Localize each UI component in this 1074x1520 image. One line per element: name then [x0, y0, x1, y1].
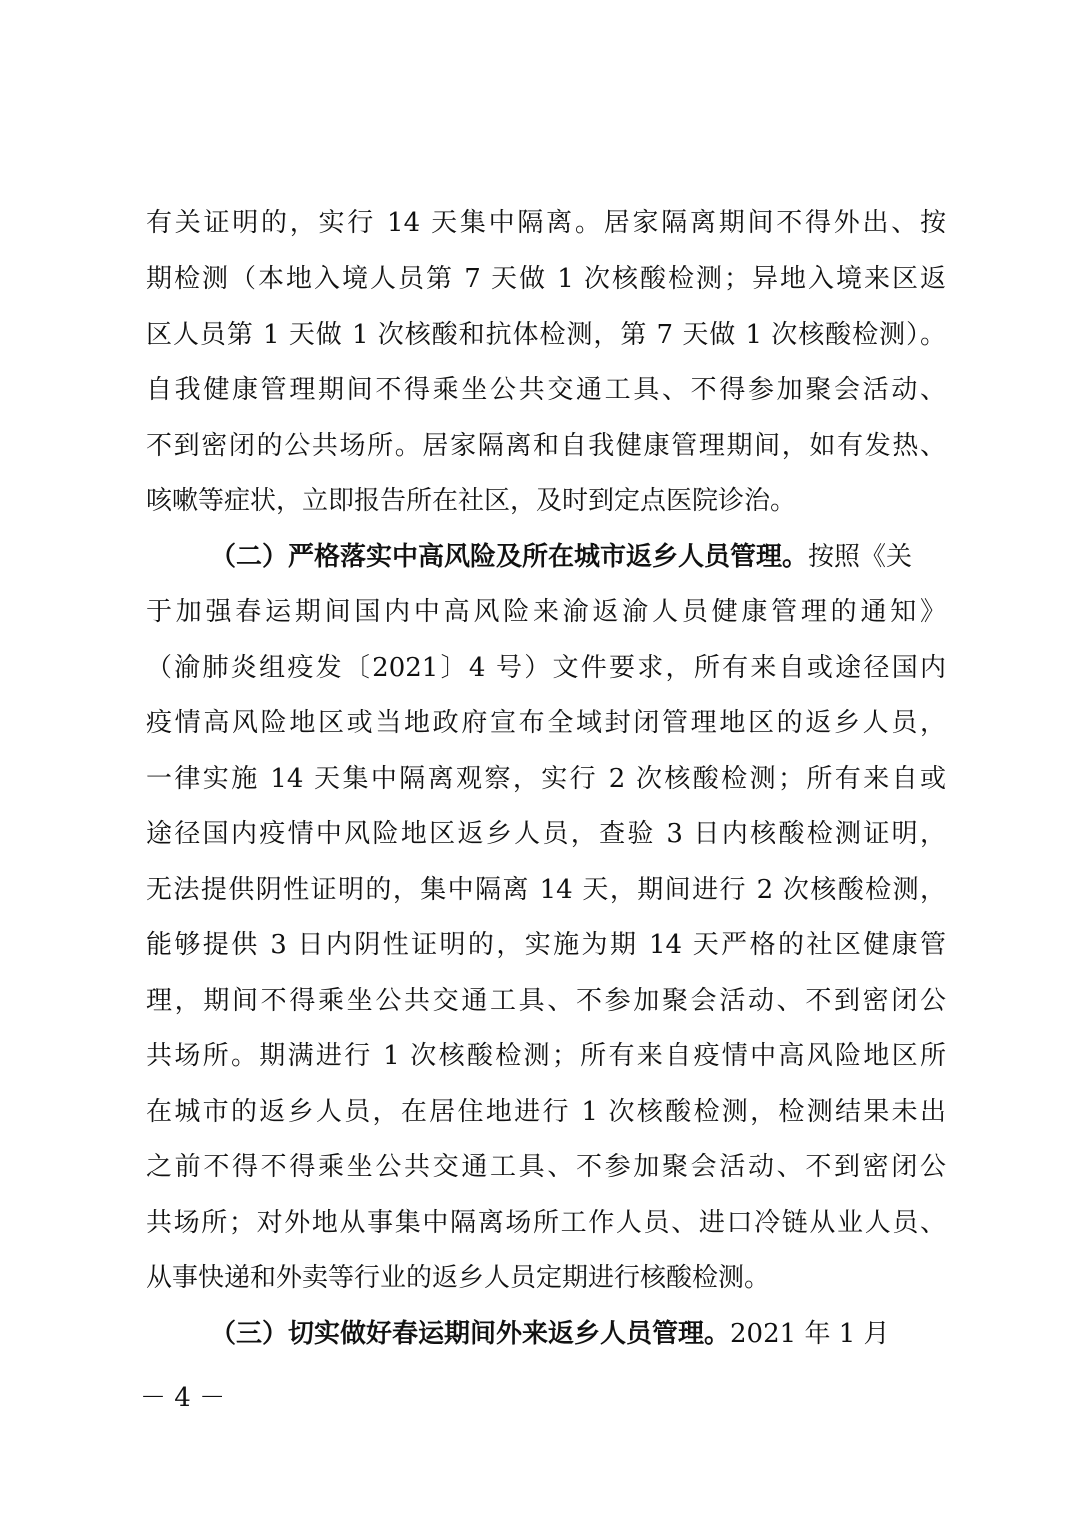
paragraph-1-line-1: 有关证明的，实行 14 天集中隔离。居家隔离期间不得外出、按 [146, 208, 946, 238]
paragraph-2-line-11: 在城市的返乡人员，在居住地进行 1 次核酸检测，检测结果未出 [146, 1097, 946, 1127]
paragraph-1-line-3: 区人员第 1 天做 1 次核酸和抗体检测，第 7 天做 1 次核酸检测）。 [146, 320, 946, 350]
paragraph-2-line-13: 共场所；对外地从事集中隔离场所工作人员、进口冷链从业人员、 [146, 1208, 946, 1238]
paragraph-3-first-line-rest: 2021 年 1 月 [730, 1319, 890, 1349]
paragraph-2-line-3: （渝肺炎组疫发〔2021〕4 号）文件要求，所有来自或途径国内 [146, 653, 946, 683]
section-2-heading: （二）严格落实中高风险及所在城市返乡人员管理。 [210, 542, 809, 572]
paragraph-2-line-12: 之前不得不得乘坐公共交通工具、不参加聚会活动、不到密闭公 [146, 1152, 946, 1182]
page-number: － 4 － [140, 1383, 226, 1413]
paragraph-2-line-9: 理，期间不得乘坐公共交通工具、不参加聚会活动、不到密闭公 [146, 986, 946, 1016]
paragraph-3-first-line [210, 1314, 946, 1354]
paragraph-2-line-8: 能够提供 3 日内阴性证明的，实施为期 14 天严格的社区健康管 [146, 930, 946, 960]
paragraph-2-first-line-rest: 按照《关 [808, 542, 913, 572]
paragraph-2-line-4: 疫情高风险地区或当地政府宣布全域封闭管理地区的返乡人员， [146, 708, 946, 738]
paragraph-2-line-7: 无法提供阴性证明的，集中隔离 14 天，期间进行 2 次核酸检测， [146, 875, 946, 905]
paragraph-2-line-5: 一律实施 14 天集中隔离观察，实行 2 次核酸检测；所有来自或 [146, 764, 946, 794]
paragraph-2-line-2: 于加强春运期间国内中高风险来渝返渝人员健康管理的通知》 [146, 597, 946, 627]
paragraph-2-line-6: 途径国内疫情中风险地区返乡人员，查验 3 日内核酸检测证明， [146, 819, 946, 849]
paragraph-1-line-6: 咳嗽等症状，立即报告所在社区，及时到定点医院诊治。 [146, 486, 797, 516]
section-3-heading: （三）切实做好春运期间外来返乡人员管理。 [210, 1319, 731, 1349]
paragraph-2-line-10: 共场所。期满进行 1 次核酸检测；所有来自疫情中高风险地区所 [146, 1041, 946, 1071]
paragraph-2-first-line [210, 537, 946, 577]
paragraph-1-line-5: 不到密闭的公共场所。居家隔离和自我健康管理期间，如有发热、 [146, 431, 946, 461]
paragraph-2-line-14: 从事快递和外卖等行业的返乡人员定期进行核酸检测。 [146, 1263, 771, 1293]
paragraph-1-line-4: 自我健康管理期间不得乘坐公共交通工具、不得参加聚会活动、 [146, 375, 946, 405]
paragraph-1-line-2: 期检测（本地入境人员第 7 天做 1 次核酸检测；异地入境来区返 [146, 264, 946, 294]
